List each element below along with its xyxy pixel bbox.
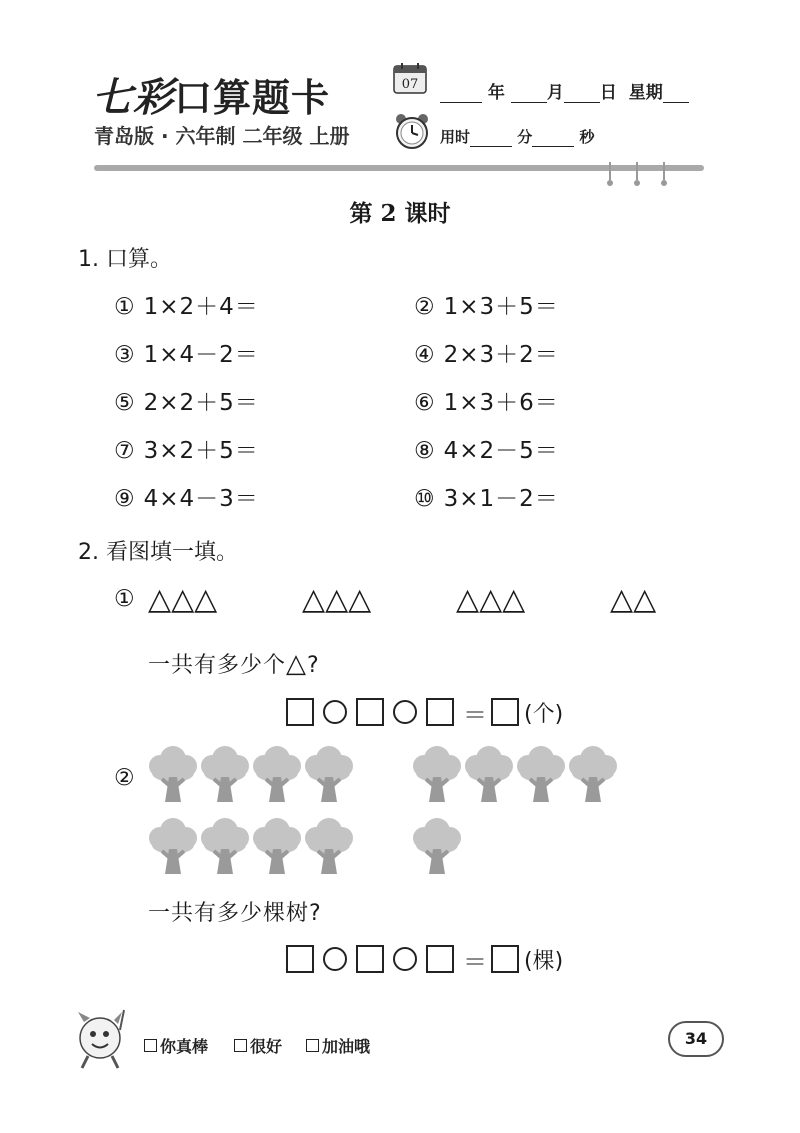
rating-label: 加油哦 <box>322 1037 371 1056</box>
time-used-fields <box>440 126 595 147</box>
problem-number: ⑥ <box>414 390 436 416</box>
lesson-title: 第 2 课时 <box>349 200 451 227</box>
problem-number: ① <box>114 294 136 320</box>
problem-2 <box>414 288 559 321</box>
problem-number: ⑦ <box>114 438 136 464</box>
divider-ornament <box>636 162 638 180</box>
triangle-group: △△△ <box>302 582 372 617</box>
part-2-question: 一共有多少棵树? <box>148 901 322 926</box>
month-blank[interactable] <box>511 84 547 103</box>
problem-1 <box>114 288 259 321</box>
answer-box[interactable] <box>286 698 314 726</box>
part-2-equation <box>286 943 563 975</box>
operator-circle[interactable] <box>393 700 417 724</box>
problem-number: ⑨ <box>114 486 136 512</box>
triangle-group: △△△ <box>148 582 218 617</box>
result-box[interactable] <box>491 698 519 726</box>
page-number: 34 <box>668 1021 724 1057</box>
header-divider <box>94 165 704 171</box>
unit-label: (个) <box>524 701 564 727</box>
date-fields <box>440 78 689 103</box>
card-title-logo <box>92 66 330 123</box>
tree-icon <box>464 746 514 804</box>
mascot-icon <box>70 1008 132 1070</box>
tree-icon <box>568 746 618 804</box>
tree-icon <box>148 818 198 876</box>
problem-number: ③ <box>114 342 136 368</box>
answer-box[interactable] <box>426 945 454 973</box>
checkbox[interactable] <box>234 1039 247 1052</box>
weekday-label: 星期 <box>628 83 663 103</box>
problem-expression: 2×3＋2＝ <box>443 342 559 368</box>
calendar-icon <box>393 62 427 94</box>
minutes-label: 分 <box>517 128 533 146</box>
rating-label: 很好 <box>250 1037 283 1056</box>
divider-ornament <box>609 162 611 180</box>
year-blank[interactable] <box>440 84 482 103</box>
divider-ornament <box>661 180 667 186</box>
problem-7 <box>114 432 259 465</box>
month-label: 月 <box>546 83 564 103</box>
tree-icon <box>516 746 566 804</box>
operator-circle[interactable] <box>323 700 347 724</box>
day-label: 日 <box>599 83 617 103</box>
divider-ornament <box>607 180 613 186</box>
operator-circle[interactable] <box>323 947 347 971</box>
title-seven: 七彩 <box>92 75 174 121</box>
part-1-number: ① <box>114 586 136 612</box>
result-box[interactable] <box>491 945 519 973</box>
seconds-label: 秒 <box>579 128 595 146</box>
problem-10 <box>414 480 559 513</box>
problem-expression: 4×2－5＝ <box>443 438 559 464</box>
divider-ornament <box>634 180 640 186</box>
checkbox[interactable] <box>306 1039 319 1052</box>
question-mark: ? <box>307 653 320 678</box>
problem-number: ⑩ <box>414 486 436 512</box>
triangle-group: △△ <box>610 582 657 617</box>
triangle-icon: △ <box>286 649 308 679</box>
problem-expression: 1×4－2＝ <box>143 342 259 368</box>
checkbox[interactable] <box>144 1039 157 1052</box>
problem-number: ⑤ <box>114 390 136 416</box>
unit-label: (棵) <box>524 948 564 974</box>
tree-icon <box>304 746 354 804</box>
tree-icon <box>252 746 302 804</box>
tree-icon <box>304 818 354 876</box>
problem-expression: 3×1－2＝ <box>443 486 559 512</box>
question-1-title: 1. 口算。 <box>78 247 172 272</box>
minutes-blank[interactable] <box>470 128 512 147</box>
rating-option[interactable] <box>234 1034 282 1057</box>
divider-ornament <box>663 162 665 180</box>
problem-expression: 1×2＋4＝ <box>143 294 259 320</box>
question-text: 一共有多少个 <box>148 653 287 678</box>
equals-sign: ＝ <box>463 947 487 976</box>
question-2-title: 2. 看图填一填。 <box>78 540 238 565</box>
problem-expression: 1×3＋5＝ <box>443 294 559 320</box>
part-2-number: ② <box>114 765 136 791</box>
edition-subtitle: 青岛版 · 六年制 二年级 上册 <box>94 124 350 148</box>
tree-icon <box>412 746 462 804</box>
problem-expression: 4×4－3＝ <box>143 486 259 512</box>
problem-number: ④ <box>414 342 436 368</box>
rating-option[interactable] <box>306 1034 370 1057</box>
answer-box[interactable] <box>286 945 314 973</box>
problem-expression: 2×2＋5＝ <box>143 390 259 416</box>
operator-circle[interactable] <box>393 947 417 971</box>
problem-expression: 3×2＋5＝ <box>143 438 259 464</box>
problem-5 <box>114 384 259 417</box>
problem-number: ⑧ <box>414 438 436 464</box>
problem-6 <box>414 384 559 417</box>
problem-number: ② <box>414 294 436 320</box>
rating-label: 你真棒 <box>160 1037 209 1056</box>
answer-box[interactable] <box>426 698 454 726</box>
problem-3 <box>114 336 259 369</box>
problem-4 <box>414 336 559 369</box>
tree-icon <box>412 818 462 876</box>
problem-9 <box>114 480 259 513</box>
part-1-question <box>148 648 320 679</box>
weekday-blank[interactable] <box>663 84 689 103</box>
seconds-blank[interactable] <box>532 128 574 147</box>
calendar-day: 07 <box>401 77 419 92</box>
title-rest: 口算题卡 <box>174 76 331 120</box>
problem-expression: 1×3＋6＝ <box>443 390 559 416</box>
triangle-group: △△△ <box>456 582 526 617</box>
answer-box[interactable] <box>356 698 384 726</box>
tree-icon <box>252 818 302 876</box>
tree-icon <box>148 746 198 804</box>
alarm-clock-icon <box>393 112 431 150</box>
tree-icon <box>200 818 250 876</box>
equals-sign: ＝ <box>463 700 487 729</box>
year-label: 年 <box>487 83 505 103</box>
answer-box[interactable] <box>356 945 384 973</box>
rating-option[interactable] <box>144 1034 208 1057</box>
problem-8 <box>414 432 559 465</box>
part-1-equation <box>286 696 563 728</box>
day-blank[interactable] <box>564 84 600 103</box>
time-used-label: 用时 <box>440 128 471 146</box>
tree-icon <box>200 746 250 804</box>
